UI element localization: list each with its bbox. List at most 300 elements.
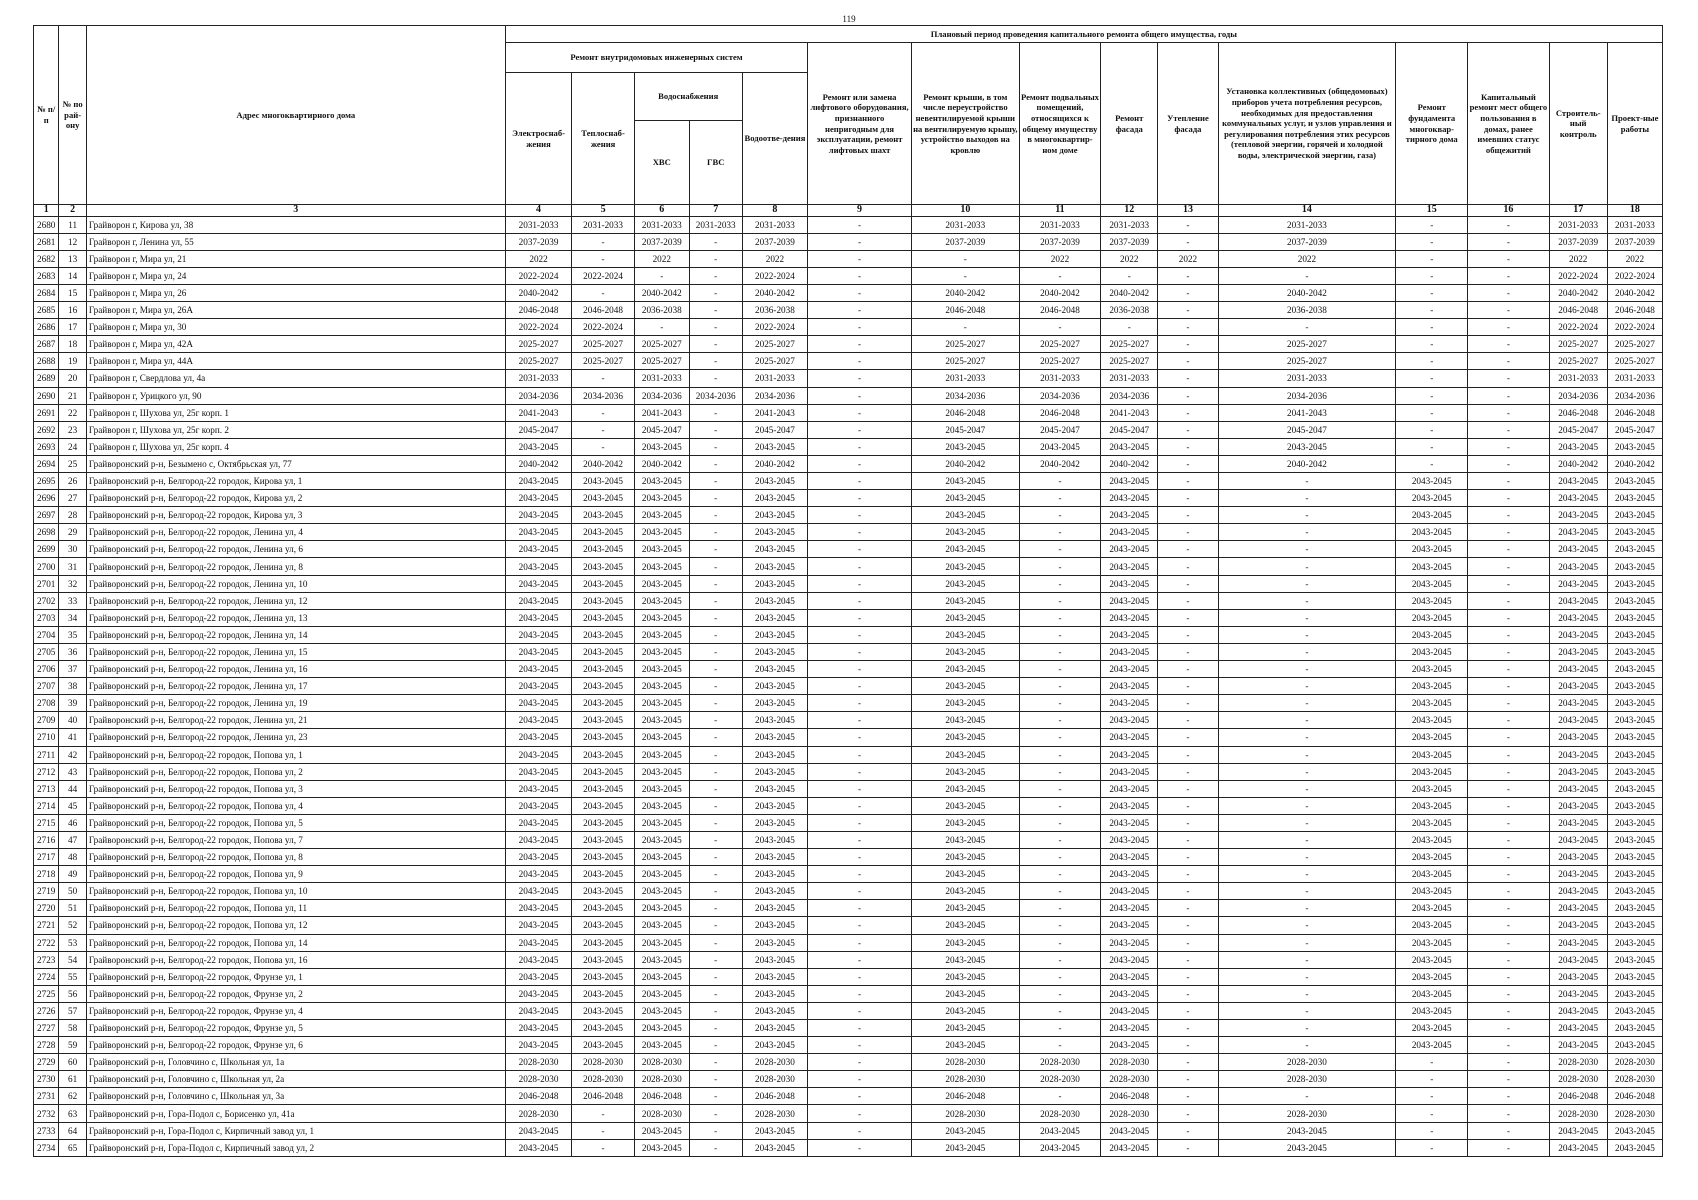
period-cell: 2043-2045 xyxy=(634,438,689,455)
period-cell: 2041-2043 xyxy=(1101,404,1158,421)
period-cell: 2043-2045 xyxy=(911,575,1019,592)
period-cell: - xyxy=(1396,267,1468,284)
period-cell: 2043-2045 xyxy=(1101,643,1158,660)
period-cell: 2043-2045 xyxy=(742,592,808,609)
period-cell: - xyxy=(1468,729,1549,746)
row-number-cell: 2688 xyxy=(34,353,59,370)
period-cell: - xyxy=(808,814,912,831)
period-cell: - xyxy=(1019,951,1100,968)
period-cell: 2041-2043 xyxy=(1218,404,1396,421)
table-row xyxy=(34,695,1663,712)
period-cell: - xyxy=(1468,643,1549,660)
period-cell: 2043-2045 xyxy=(911,541,1019,558)
address-cell: Грайворон г, Ленина ул, 55 xyxy=(86,233,505,250)
district-number-cell: 27 xyxy=(59,490,87,507)
period-cell: 2043-2045 xyxy=(1396,661,1468,678)
period-cell: - xyxy=(1019,1002,1100,1019)
period-cell: - xyxy=(689,490,742,507)
period-cell: - xyxy=(808,319,912,336)
period-cell: - xyxy=(1019,507,1100,524)
period-cell: - xyxy=(689,404,742,421)
period-cell: 2043-2045 xyxy=(1019,1122,1100,1139)
table-row xyxy=(34,541,1663,558)
column-number: 12 xyxy=(1101,205,1158,217)
table-row xyxy=(34,866,1663,883)
period-cell: 2043-2045 xyxy=(742,643,808,660)
period-cell: - xyxy=(1158,763,1218,780)
table-row xyxy=(34,712,1663,729)
period-cell: 2025-2027 xyxy=(1218,336,1396,353)
period-cell: 2043-2045 xyxy=(1549,985,1607,1002)
period-cell: 2046-2048 xyxy=(1549,302,1607,319)
table-row xyxy=(34,626,1663,643)
row-number-cell: 2707 xyxy=(34,678,59,695)
period-cell: 2043-2045 xyxy=(1549,1139,1607,1156)
period-cell: - xyxy=(689,900,742,917)
period-cell: 2043-2045 xyxy=(1396,780,1468,797)
period-cell: 2031-2033 xyxy=(911,370,1019,387)
period-cell: 2043-2045 xyxy=(572,695,634,712)
period-cell: - xyxy=(689,541,742,558)
district-number-cell: 11 xyxy=(59,216,87,233)
period-cell: - xyxy=(808,473,912,490)
period-cell: 2043-2045 xyxy=(742,695,808,712)
table-row xyxy=(34,985,1663,1002)
period-cell: - xyxy=(1468,831,1549,848)
period-cell: 2043-2045 xyxy=(572,883,634,900)
period-cell: - xyxy=(808,387,912,404)
period-cell: 2043-2045 xyxy=(742,1020,808,1037)
period-cell: 2043-2045 xyxy=(572,558,634,575)
period-cell: - xyxy=(1468,558,1549,575)
period-cell: - xyxy=(1218,900,1396,917)
period-cell: - xyxy=(1158,968,1218,985)
period-cell: 2043-2045 xyxy=(505,900,572,917)
period-cell: 2022 xyxy=(742,250,808,267)
period-cell: - xyxy=(689,284,742,301)
period-cell: - xyxy=(1158,353,1218,370)
address-cell: Грайворон г, Шухова ул, 25г корп. 2 xyxy=(86,421,505,438)
period-cell: 2043-2045 xyxy=(505,438,572,455)
period-cell: 2037-2039 xyxy=(505,233,572,250)
period-cell: 2043-2045 xyxy=(634,678,689,695)
period-cell: 2040-2042 xyxy=(911,455,1019,472)
header-planned-period: Плановый период проведения капитального ремонта общего имущества, годы xyxy=(505,26,1662,43)
period-cell: 2043-2045 xyxy=(742,831,808,848)
period-cell: 2034-2036 xyxy=(911,387,1019,404)
period-cell: - xyxy=(1218,831,1396,848)
period-cell: 2043-2045 xyxy=(1549,575,1607,592)
period-cell: 2043-2045 xyxy=(742,780,808,797)
period-cell: 2043-2045 xyxy=(742,968,808,985)
period-cell: - xyxy=(808,763,912,780)
period-cell: 2028-2030 xyxy=(742,1105,808,1122)
period-cell: - xyxy=(1218,951,1396,968)
address-cell: Грайворонский р-н, Белгород-22 городок, Попова ул, 5 xyxy=(86,814,505,831)
period-cell: 2043-2045 xyxy=(1101,866,1158,883)
period-cell: - xyxy=(572,370,634,387)
period-cell: - xyxy=(1468,438,1549,455)
period-cell: - xyxy=(1468,233,1549,250)
header-engineering-systems: Ремонт внутридомовых инженерных систем xyxy=(505,43,807,73)
address-cell: Грайворонский р-н, Белгород-22 городок, Ленина ул, 23 xyxy=(86,729,505,746)
period-cell: 2043-2045 xyxy=(1607,917,1662,934)
period-cell: - xyxy=(1218,473,1396,490)
address-cell: Грайворон г, Мира ул, 26А xyxy=(86,302,505,319)
period-cell: 2043-2045 xyxy=(911,985,1019,1002)
period-cell: 2043-2045 xyxy=(572,934,634,951)
period-cell: 2043-2045 xyxy=(1396,609,1468,626)
period-cell: - xyxy=(1019,1037,1100,1054)
period-cell: - xyxy=(1218,643,1396,660)
period-cell: 2043-2045 xyxy=(634,849,689,866)
period-cell: 2043-2045 xyxy=(1218,1122,1396,1139)
row-number-cell: 2680 xyxy=(34,216,59,233)
period-cell: 2043-2045 xyxy=(911,1002,1019,1019)
address-cell: Грайворон г, Шухова ул, 25г корп. 4 xyxy=(86,438,505,455)
period-cell: 2043-2045 xyxy=(1396,746,1468,763)
period-cell: 2040-2042 xyxy=(1607,284,1662,301)
period-cell: - xyxy=(1396,387,1468,404)
row-number-cell: 2705 xyxy=(34,643,59,660)
period-cell: 2043-2045 xyxy=(1607,541,1662,558)
period-cell: - xyxy=(1468,575,1549,592)
period-cell: - xyxy=(1468,1088,1549,1105)
row-number-cell: 2714 xyxy=(34,797,59,814)
period-cell: - xyxy=(689,1071,742,1088)
period-cell: 2043-2045 xyxy=(742,883,808,900)
row-number-cell: 2700 xyxy=(34,558,59,575)
period-cell: - xyxy=(689,302,742,319)
period-cell: 2043-2045 xyxy=(911,866,1019,883)
table-row xyxy=(34,729,1663,746)
period-cell: 2045-2047 xyxy=(1218,421,1396,438)
period-cell: 2043-2045 xyxy=(1396,643,1468,660)
table-row xyxy=(34,1020,1663,1037)
table-row xyxy=(34,900,1663,917)
period-cell: 2036-2038 xyxy=(1101,302,1158,319)
period-cell: - xyxy=(1468,1105,1549,1122)
period-cell: 2043-2045 xyxy=(1607,490,1662,507)
address-cell: Грайворонский р-н, Белгород-22 городок, Фрунзе ул, 4 xyxy=(86,1002,505,1019)
period-cell: 2028-2030 xyxy=(634,1071,689,1088)
period-cell: 2043-2045 xyxy=(634,558,689,575)
period-cell: 2043-2045 xyxy=(742,746,808,763)
district-number-cell: 65 xyxy=(59,1139,87,1156)
period-cell: - xyxy=(1019,267,1100,284)
period-cell: 2043-2045 xyxy=(1101,1002,1158,1019)
period-cell: - xyxy=(808,353,912,370)
period-cell: - xyxy=(572,1105,634,1122)
district-number-cell: 51 xyxy=(59,900,87,917)
table-row xyxy=(34,233,1663,250)
period-cell: 2028-2030 xyxy=(572,1054,634,1071)
column-number: 15 xyxy=(1396,205,1468,217)
period-cell: 2043-2045 xyxy=(1101,849,1158,866)
period-cell: - xyxy=(689,626,742,643)
period-cell: 2043-2045 xyxy=(572,866,634,883)
period-cell: 2043-2045 xyxy=(634,575,689,592)
row-number-cell: 2685 xyxy=(34,302,59,319)
period-cell: 2043-2045 xyxy=(742,712,808,729)
period-cell: 2043-2045 xyxy=(1549,661,1607,678)
period-cell: 2040-2042 xyxy=(1218,455,1396,472)
period-cell: - xyxy=(1468,1037,1549,1054)
header-drainage: Водоотве-дения xyxy=(742,73,808,205)
period-cell: 2028-2030 xyxy=(1019,1054,1100,1071)
table-row xyxy=(34,455,1663,472)
period-cell: - xyxy=(1468,404,1549,421)
district-number-cell: 34 xyxy=(59,609,87,626)
period-cell: 2043-2045 xyxy=(572,985,634,1002)
period-cell: - xyxy=(1158,455,1218,472)
period-cell: - xyxy=(808,746,912,763)
period-cell: 2043-2045 xyxy=(1396,900,1468,917)
page-number: 119 xyxy=(842,14,856,24)
district-number-cell: 24 xyxy=(59,438,87,455)
period-cell: 2028-2030 xyxy=(742,1071,808,1088)
period-cell: - xyxy=(1468,883,1549,900)
district-number-cell: 49 xyxy=(59,866,87,883)
period-cell: 2043-2045 xyxy=(911,883,1019,900)
period-cell: - xyxy=(1019,1020,1100,1037)
period-cell: 2043-2045 xyxy=(1396,695,1468,712)
period-cell: 2046-2048 xyxy=(1607,404,1662,421)
period-cell: 2043-2045 xyxy=(1549,695,1607,712)
period-cell: 2043-2045 xyxy=(505,490,572,507)
period-cell: - xyxy=(689,643,742,660)
period-cell: 2022 xyxy=(1101,250,1158,267)
row-number-cell: 2710 xyxy=(34,729,59,746)
period-cell: 2022-2024 xyxy=(505,267,572,284)
period-cell: - xyxy=(689,353,742,370)
period-cell: 2043-2045 xyxy=(572,1020,634,1037)
address-cell: Грайворонский р-н, Белгород-22 городок, Ленина ул, 17 xyxy=(86,678,505,695)
period-cell: - xyxy=(689,917,742,934)
capital-repair-table xyxy=(33,25,1663,1157)
address-cell: Грайворонский р-н, Белгород-22 городок, Попова ул, 12 xyxy=(86,917,505,934)
period-cell: 2041-2043 xyxy=(634,404,689,421)
table-row xyxy=(34,473,1663,490)
period-cell: 2043-2045 xyxy=(1607,626,1662,643)
period-cell: 2025-2027 xyxy=(505,353,572,370)
period-cell: - xyxy=(1158,1002,1218,1019)
period-cell: - xyxy=(1468,900,1549,917)
period-cell: - xyxy=(1019,763,1100,780)
address-cell: Грайворон г, Мира ул, 21 xyxy=(86,250,505,267)
period-cell: 2043-2045 xyxy=(505,951,572,968)
period-cell: 2043-2045 xyxy=(1101,814,1158,831)
period-cell: 2041-2043 xyxy=(505,404,572,421)
period-cell: 2043-2045 xyxy=(742,729,808,746)
period-cell: - xyxy=(1218,746,1396,763)
period-cell: - xyxy=(689,883,742,900)
address-cell: Грайворонский р-н, Белгород-22 городок, Попова ул, 10 xyxy=(86,883,505,900)
row-number-cell: 2703 xyxy=(34,609,59,626)
period-cell: - xyxy=(808,849,912,866)
row-number-cell: 2721 xyxy=(34,917,59,934)
period-cell: - xyxy=(1468,250,1549,267)
column-number: 9 xyxy=(808,205,912,217)
period-cell: 2043-2045 xyxy=(1101,1139,1158,1156)
period-cell: - xyxy=(1158,849,1218,866)
period-cell: 2031-2033 xyxy=(634,216,689,233)
period-cell: 2043-2045 xyxy=(911,609,1019,626)
table-row xyxy=(34,387,1663,404)
period-cell: 2040-2042 xyxy=(742,455,808,472)
period-cell: 2031-2033 xyxy=(1607,216,1662,233)
period-cell: 2037-2039 xyxy=(1019,233,1100,250)
address-cell: Грайворонский р-н, Белгород-22 городок, Ленина ул, 8 xyxy=(86,558,505,575)
period-cell: - xyxy=(572,421,634,438)
period-cell: - xyxy=(1218,1037,1396,1054)
period-cell: 2025-2027 xyxy=(1218,353,1396,370)
period-cell: 2043-2045 xyxy=(1101,831,1158,848)
table-row xyxy=(34,883,1663,900)
period-cell: - xyxy=(1218,814,1396,831)
header-design-works: Проект-ные работы xyxy=(1607,43,1662,205)
period-cell: 2034-2036 xyxy=(572,387,634,404)
address-cell: Грайворонский р-н, Головчино с, Школьная ул, 2а xyxy=(86,1071,505,1088)
period-cell: 2045-2047 xyxy=(1101,421,1158,438)
period-cell: 2043-2045 xyxy=(634,883,689,900)
period-cell: 2031-2033 xyxy=(1019,216,1100,233)
period-cell: 2043-2045 xyxy=(1549,1037,1607,1054)
period-cell: 2043-2045 xyxy=(572,746,634,763)
table-row xyxy=(34,216,1663,233)
period-cell: - xyxy=(1468,336,1549,353)
period-cell: 2043-2045 xyxy=(572,831,634,848)
period-cell: 2043-2045 xyxy=(634,729,689,746)
address-cell: Грайворонский р-н, Белгород-22 городок, Ленина ул, 13 xyxy=(86,609,505,626)
period-cell: 2043-2045 xyxy=(1549,746,1607,763)
district-number-cell: 14 xyxy=(59,267,87,284)
row-number-cell: 2696 xyxy=(34,490,59,507)
period-cell: 2043-2045 xyxy=(634,866,689,883)
period-cell: - xyxy=(1218,985,1396,1002)
period-cell: 2025-2027 xyxy=(572,353,634,370)
period-cell: 2043-2045 xyxy=(1396,524,1468,541)
period-cell: 2037-2039 xyxy=(742,233,808,250)
period-cell: 2043-2045 xyxy=(1549,951,1607,968)
district-number-cell: 57 xyxy=(59,1002,87,1019)
period-cell: 2043-2045 xyxy=(634,763,689,780)
row-number-cell: 2728 xyxy=(34,1037,59,1054)
period-cell: 2043-2045 xyxy=(1607,968,1662,985)
period-cell: 2043-2045 xyxy=(1607,473,1662,490)
period-cell: - xyxy=(1468,1122,1549,1139)
row-number-cell: 2686 xyxy=(34,319,59,336)
period-cell: 2028-2030 xyxy=(1218,1071,1396,1088)
period-cell: - xyxy=(689,695,742,712)
header-roof: Ремонт крыши, в том числе переустройство невентилируемой крыши на вентилируемую крышу, устройство выходов на кровлю xyxy=(911,43,1019,205)
period-cell: 2043-2045 xyxy=(1101,900,1158,917)
address-cell: Грайворонский р-н, Белгород-22 городок, Кирова ул, 1 xyxy=(86,473,505,490)
period-cell: - xyxy=(1019,780,1100,797)
period-cell: 2043-2045 xyxy=(1101,490,1158,507)
period-cell: - xyxy=(1468,934,1549,951)
row-number-cell: 2729 xyxy=(34,1054,59,1071)
period-cell: - xyxy=(1218,934,1396,951)
period-cell: 2043-2045 xyxy=(1549,934,1607,951)
period-cell: 2043-2045 xyxy=(505,814,572,831)
period-cell: - xyxy=(1019,609,1100,626)
period-cell: 2043-2045 xyxy=(505,507,572,524)
period-cell: 2043-2045 xyxy=(505,849,572,866)
period-cell: 2043-2045 xyxy=(911,1122,1019,1139)
district-number-cell: 21 xyxy=(59,387,87,404)
row-number-cell: 2689 xyxy=(34,370,59,387)
period-cell: - xyxy=(1218,797,1396,814)
row-number-cell: 2726 xyxy=(34,1002,59,1019)
period-cell: 2037-2039 xyxy=(634,233,689,250)
period-cell: - xyxy=(1019,575,1100,592)
period-cell: - xyxy=(689,797,742,814)
period-cell: 2028-2030 xyxy=(1218,1105,1396,1122)
period-cell: - xyxy=(808,609,912,626)
address-cell: Грайворон г, Шухова ул, 25г корп. 1 xyxy=(86,404,505,421)
period-cell: - xyxy=(1158,284,1218,301)
period-cell: - xyxy=(572,404,634,421)
period-cell: 2043-2045 xyxy=(1549,797,1607,814)
period-cell: 2043-2045 xyxy=(505,780,572,797)
period-cell: - xyxy=(1158,1037,1218,1054)
period-cell: - xyxy=(808,695,912,712)
period-cell: 2043-2045 xyxy=(742,814,808,831)
row-number-cell: 2694 xyxy=(34,455,59,472)
period-cell: 2043-2045 xyxy=(572,780,634,797)
period-cell: - xyxy=(808,524,912,541)
period-cell: 2040-2042 xyxy=(1019,284,1100,301)
header-elevator: Ремонт или замена лифтового оборудования, признанного непригодным для эксплуатации, ремонт лифтовых шахт xyxy=(808,43,912,205)
column-number: 17 xyxy=(1549,205,1607,217)
period-cell: 2036-2038 xyxy=(1218,302,1396,319)
table-row xyxy=(34,575,1663,592)
period-cell: 2043-2045 xyxy=(1396,934,1468,951)
period-cell: - xyxy=(1218,575,1396,592)
period-cell: - xyxy=(1218,780,1396,797)
period-cell: 2043-2045 xyxy=(1607,780,1662,797)
period-cell: - xyxy=(689,831,742,848)
period-cell: 2043-2045 xyxy=(572,712,634,729)
period-cell: - xyxy=(1158,592,1218,609)
period-cell: 2022 xyxy=(1019,250,1100,267)
address-cell: Грайворон г, Урицкого ул, 90 xyxy=(86,387,505,404)
period-cell: - xyxy=(1218,763,1396,780)
period-cell: - xyxy=(1218,883,1396,900)
period-cell: - xyxy=(1158,336,1218,353)
period-cell: 2043-2045 xyxy=(1549,609,1607,626)
row-number-cell: 2727 xyxy=(34,1020,59,1037)
period-cell: - xyxy=(1468,1020,1549,1037)
period-cell: - xyxy=(1468,370,1549,387)
period-cell: 2043-2045 xyxy=(634,541,689,558)
table-row xyxy=(34,524,1663,541)
period-cell: - xyxy=(1468,609,1549,626)
period-cell: 2043-2045 xyxy=(505,524,572,541)
period-cell: - xyxy=(572,284,634,301)
period-cell: - xyxy=(1218,1020,1396,1037)
period-cell: - xyxy=(634,319,689,336)
district-number-cell: 63 xyxy=(59,1105,87,1122)
period-cell: 2022 xyxy=(1607,250,1662,267)
period-cell: 2043-2045 xyxy=(1396,951,1468,968)
period-cell: - xyxy=(1396,336,1468,353)
address-cell: Грайворонский р-н, Белгород-22 городок, Ленина ул, 6 xyxy=(86,541,505,558)
period-cell: 2043-2045 xyxy=(742,1122,808,1139)
period-cell: - xyxy=(689,507,742,524)
period-cell: - xyxy=(1468,473,1549,490)
